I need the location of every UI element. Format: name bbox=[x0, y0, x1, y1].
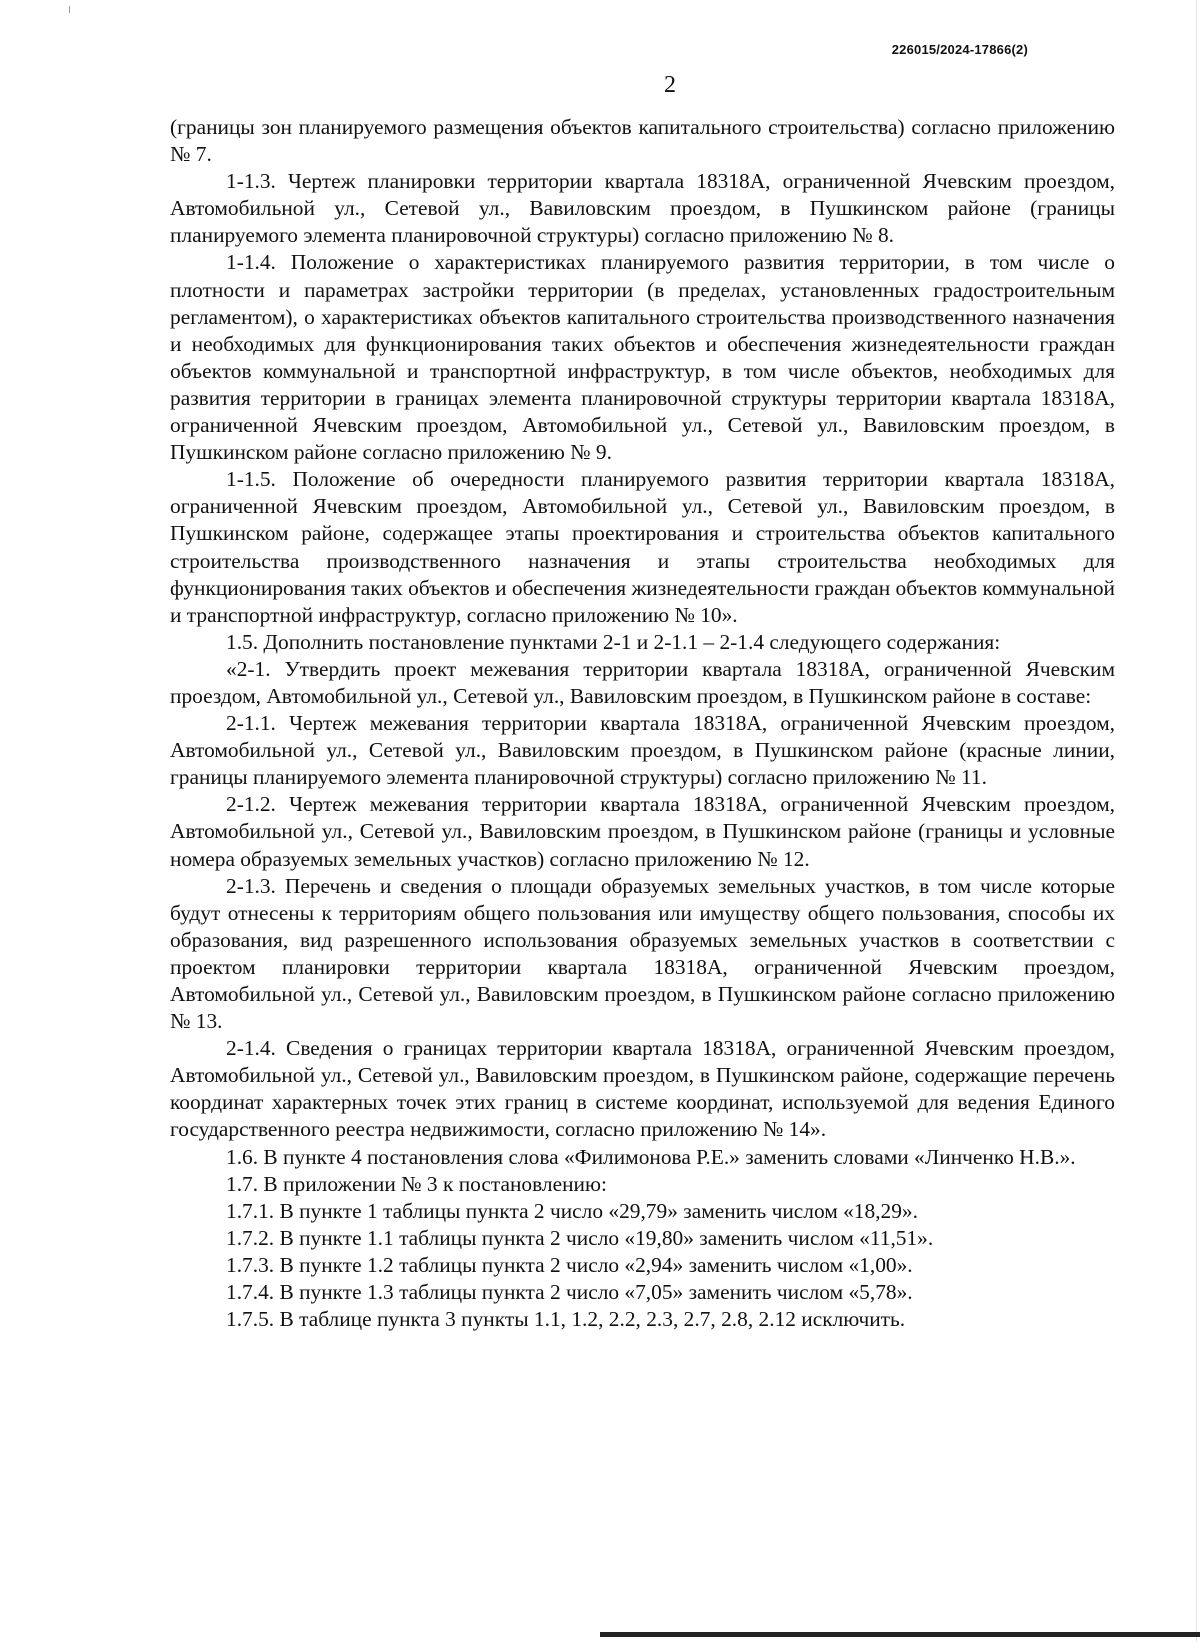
paragraph-2-1-2: 2-1.2. Чертеж межевания территории квартала 18318А, ограниченной Ячевским проездом, Автомобильной ул., Сетевой ул., Вавиловским проездом, в Пушкинском районе (границы и условные номера образуемых земельных участков) согласно приложению № 12. bbox=[170, 792, 1115, 871]
paragraph-1-1-3: 1-1.3. Чертеж планировки территории квартала 18318А, ограниченной Ячевским проездом, Автомобильной ул., Сетевой ул., Вавиловским проездом, в Пушкинском районе (границы планируемого элемента планировочной структуры) согласно приложению № 8. bbox=[170, 169, 1115, 248]
paragraph-2-1-1: 2-1.1. Чертеж межевания территории квартала 18318А, ограниченной Ячевским проездом, Автомобильной ул., Сетевой ул., Вавиловским проездом, в Пушкинском районе (красные линии, границы планируемого элемента планировочной структуры) согласно приложению № 11. bbox=[170, 711, 1115, 790]
paragraph-1-7-1: 1.7.1. В пункте 1 таблицы пункта 2 число «29,79» заменить числом «18,29». bbox=[226, 1198, 918, 1223]
paragraph-2-1: «2-1. Утвердить проект межевания территории квартала 18318А, ограниченной Ячевским проездом, Автомобильной ул., Сетевой ул., Вавиловским проездом, в Пушкинском районе в составе: bbox=[170, 656, 1115, 708]
paragraph-1-1-5: 1-1.5. Положение об очередности планируемого развития территории квартала 18318А, ограниченной Ячевским проездом, Автомобильной ул., Сетевой ул., Вавиловским проездом, в Пушкинском районе, содержащее этапы проектирования и строительства объектов капитального строительства производственного назначения и этапы строительства необходимых для функционирования таких объектов и обеспечения жизнедеятельности граждан объектов коммунальной и транспортной инфраструктур, согласно приложению № 10». bbox=[170, 467, 1115, 627]
scan-edge bbox=[1196, 0, 1197, 1642]
document-body bbox=[170, 114, 1115, 1333]
paragraph-1-7-4: 1.7.4. В пункте 1.3 таблицы пункта 2 число «7,05» заменить числом «5,78». bbox=[226, 1280, 913, 1305]
scan-bottom-border bbox=[600, 1632, 1200, 1637]
paragraph-1-7-5: 1.7.5. В таблице пункта 3 пункты 1.1, 1.2, 2.2, 2.3, 2.7, 2.8, 2.12 исключить. bbox=[226, 1307, 906, 1332]
scan-mark bbox=[69, 6, 70, 13]
paragraph-2-1-4: 2-1.4. Сведения о границах территории квартала 18318А, ограниченной Ячевским проездом, Автомобильной ул., Сетевой ул., Вавиловским проездом, в Пушкинском районе, содержащие перечень координат характерных точек этих границ в системе координат, используемой для ведения Единого государственного реестра недвижимости, согласно приложению № 14». bbox=[170, 1036, 1115, 1142]
paragraph-1-1-4: 1-1.4. Положение о характеристиках планируемого развития территории, в том числе о плотности и параметрах застройки территории (в пределах, установленных градостроительным регламентом), о характеристиках объектов капитального строительства производственного назначения и необходимых для функционирования таких объектов и обеспечения жизнедеятельности граждан объектов коммунальной и транспортной инфраструктур, в том числе объектов, необходимых для развития территории в границах элемента планировочной структуры территории квартала 18318А, ограниченной Ячевским проездом, Автомобильной ул., Сетевой ул., Вавиловским проездом, в Пушкинском районе согласно приложению № 9. bbox=[170, 250, 1115, 465]
paragraph-1-7-3: 1.7.3. В пункте 1.2 таблицы пункта 2 число «2,94» заменить числом «1,00». bbox=[226, 1252, 913, 1277]
paragraph-1-7: 1.7. В приложении № 3 к постановлению: bbox=[226, 1171, 607, 1196]
page-number: 2 bbox=[664, 72, 676, 98]
paragraph-2-1-3: 2-1.3. Перечень и сведения о площади образуемых земельных участков, в том числе которые будут отнесены к территориям общего пользования или имуществу общего пользования, способы их образования, вид разрешенного использования образуемых земельных участков в соответствии с проектом планировки территории квартала 18318А, ограниченной Ячевским проездом, Автомобильной ул., Сетевой ул., Вавиловским проездом, в Пушкинском районе согласно приложению № 13. bbox=[170, 873, 1115, 1034]
paragraph-1-7-2: 1.7.2. В пункте 1.1 таблицы пункта 2 число «19,80» заменить числом «11,51». bbox=[226, 1225, 934, 1250]
paragraph-1-5: 1.5. Дополнить постановление пунктами 2-1 и 2-1.1 – 2-1.4 следующего содержания: bbox=[226, 629, 1001, 654]
paragraph-1-6: 1.6. В пункте 4 постановления слова «Филимонова Р.Е.» заменить словами «Линченко Н.В.». bbox=[226, 1144, 1076, 1169]
document-registration-number: 226015/2024-17866(2) bbox=[891, 42, 1028, 57]
paragraph-continuation: (границы зон планируемого размещения объектов капитального строительства) согласно приложению № 7. bbox=[170, 115, 1115, 167]
